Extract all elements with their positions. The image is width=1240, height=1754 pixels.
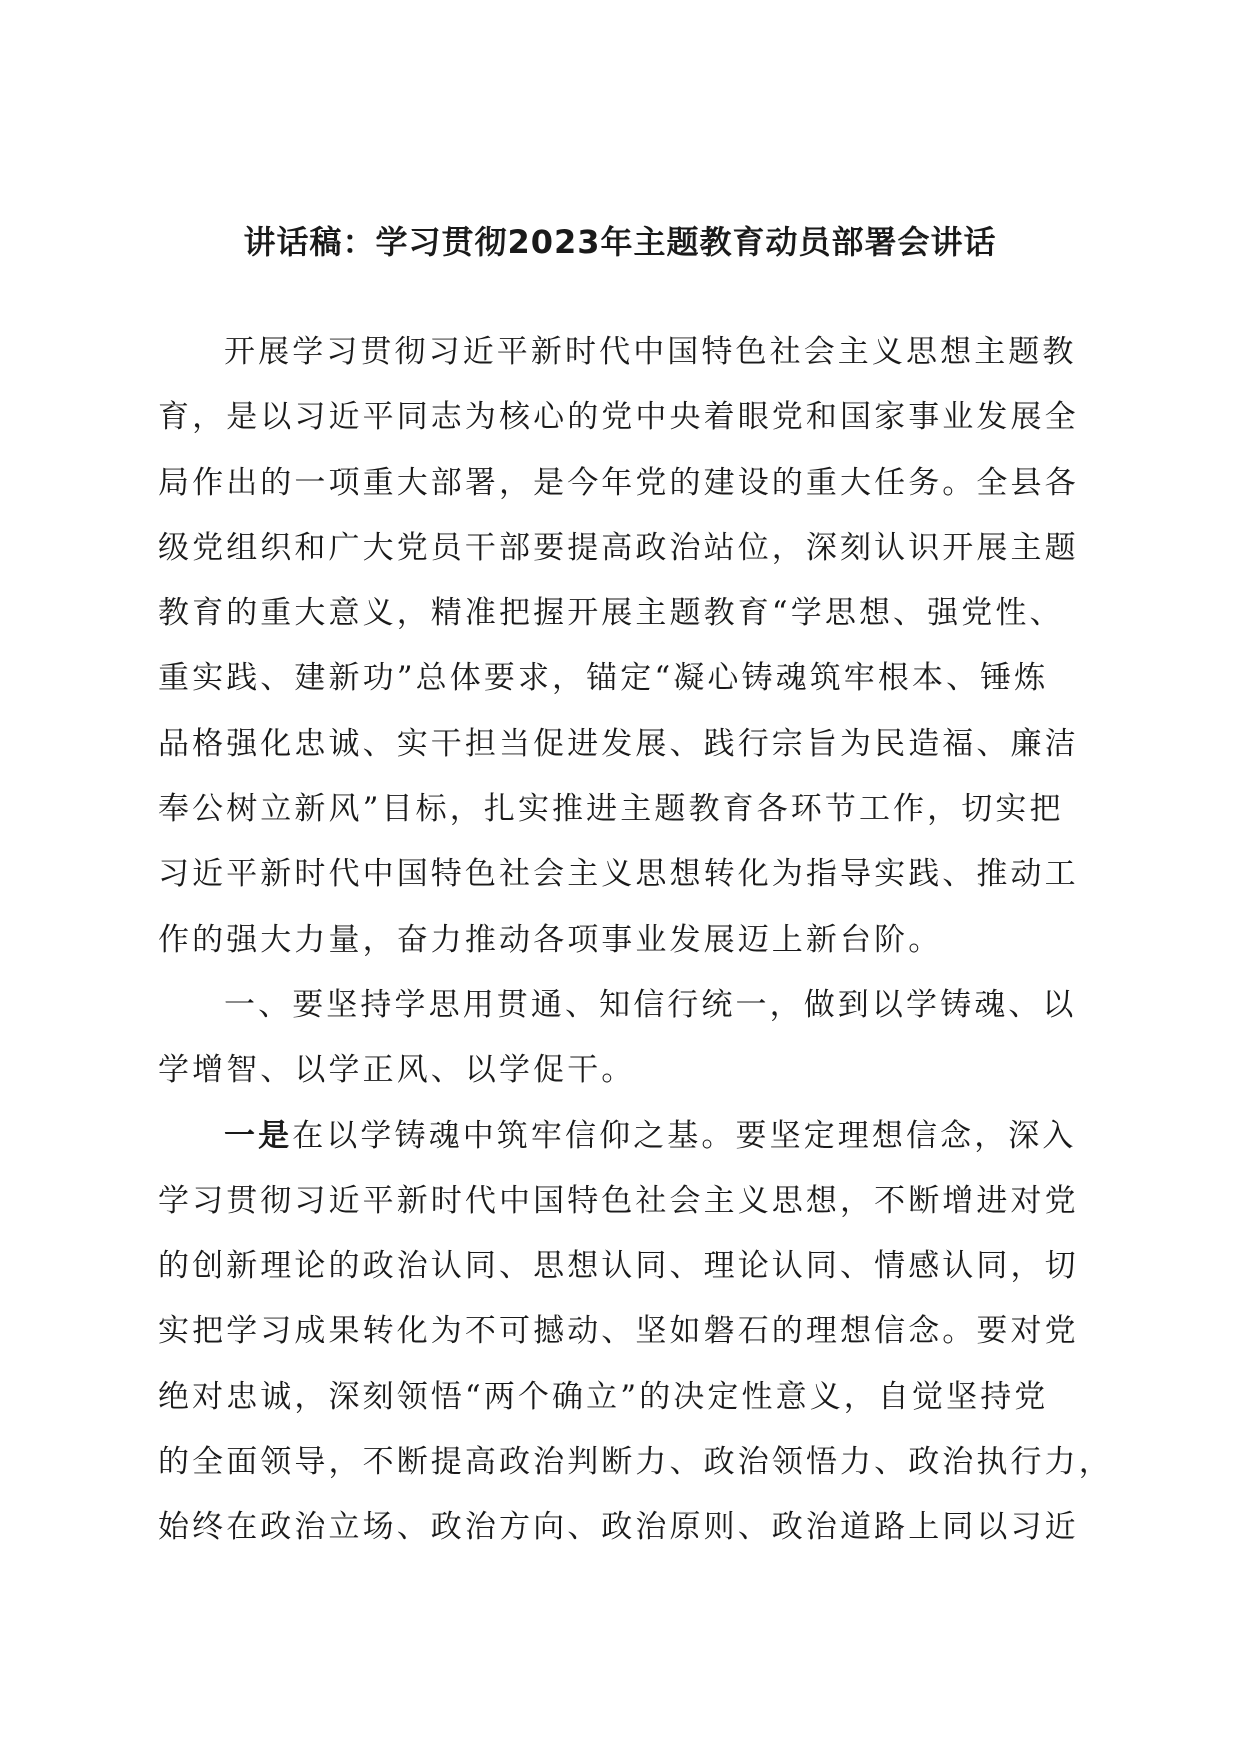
paragraph-line: 教育的重大意义，精准把握开展主题教育“学思想、强党性、 — [158, 595, 1064, 632]
paragraph-line: 的创新理论的政治认同、思想认同、理论认同、情感认同，切 — [158, 1248, 1079, 1285]
paragraph-point-one — [158, 1104, 1113, 1561]
paragraph-line: 绝对忠诚，深刻领悟“两个确立”的决定性意义，自觉坚持党 — [158, 1378, 1049, 1415]
section-heading-line: 一、要坚持学思用贯通、知信行统一，做到以学铸魂、以 — [224, 986, 1077, 1023]
paragraph-line: 级党组织和广大党员干部要提高政治站位，深刻认识开展主题 — [158, 529, 1079, 566]
paragraph-line: 始终在政治立场、政治方向、政治原则、政治道路上同以习近 — [158, 1509, 1079, 1546]
section-heading-one — [158, 973, 1077, 1104]
paragraph-line: 奉公树立新风”目标，扎实推进主题教育各环节工作，切实把 — [158, 791, 1064, 828]
paragraph-line: 习近平新时代中国特色社会主义思想转化为指导实践、推动工 — [158, 856, 1079, 893]
paragraph-line: 实把学习成果转化为不可撼动、坚如磐石的理想信念。要对党 — [158, 1313, 1079, 1350]
paragraph-line: 的全面领导，不断提高政治判断力、政治领悟力、政治执行力， — [158, 1444, 1113, 1481]
paragraph-line: 作的强大力量，奋力推动各项事业发展迈上新台阶。 — [158, 921, 943, 958]
paragraph-line — [158, 1104, 1077, 1169]
paragraph-line: 重实践、建新功”总体要求，锚定“凝心铸魂筑牢根本、锤炼 — [158, 660, 1049, 697]
paragraph-line: 局作出的一项重大部署，是今年党的建设的重大任务。全县各 — [158, 464, 1079, 501]
paragraph-line-rest: 在以学铸魂中筑牢信仰之基。要坚定理想信念，深入 — [292, 1117, 1077, 1154]
paragraph-line: 学习贯彻习近平新时代中国特色社会主义思想，不断增进对党 — [158, 1182, 1079, 1219]
document-body — [158, 320, 1113, 1561]
section-heading-line: 学增智、以学正风、以学促干。 — [158, 1052, 636, 1089]
paragraph-line: 开展学习贯彻习近平新时代中国特色社会主义思想主题教 — [224, 334, 1077, 370]
paragraph-line: 品格强化忠诚、实干担当促进发展、践行宗旨为民造福、廉洁 — [158, 725, 1079, 762]
paragraph-line: 育，是以习近平同志为核心的党中央着眼党和国家事业发展全 — [158, 399, 1079, 436]
bold-lead-text: 一是 — [224, 1117, 293, 1154]
paragraph-intro — [158, 320, 1079, 973]
document-title: 讲话稿：学习贯彻2023年主题教育动员部署会讲话 — [243, 223, 997, 261]
